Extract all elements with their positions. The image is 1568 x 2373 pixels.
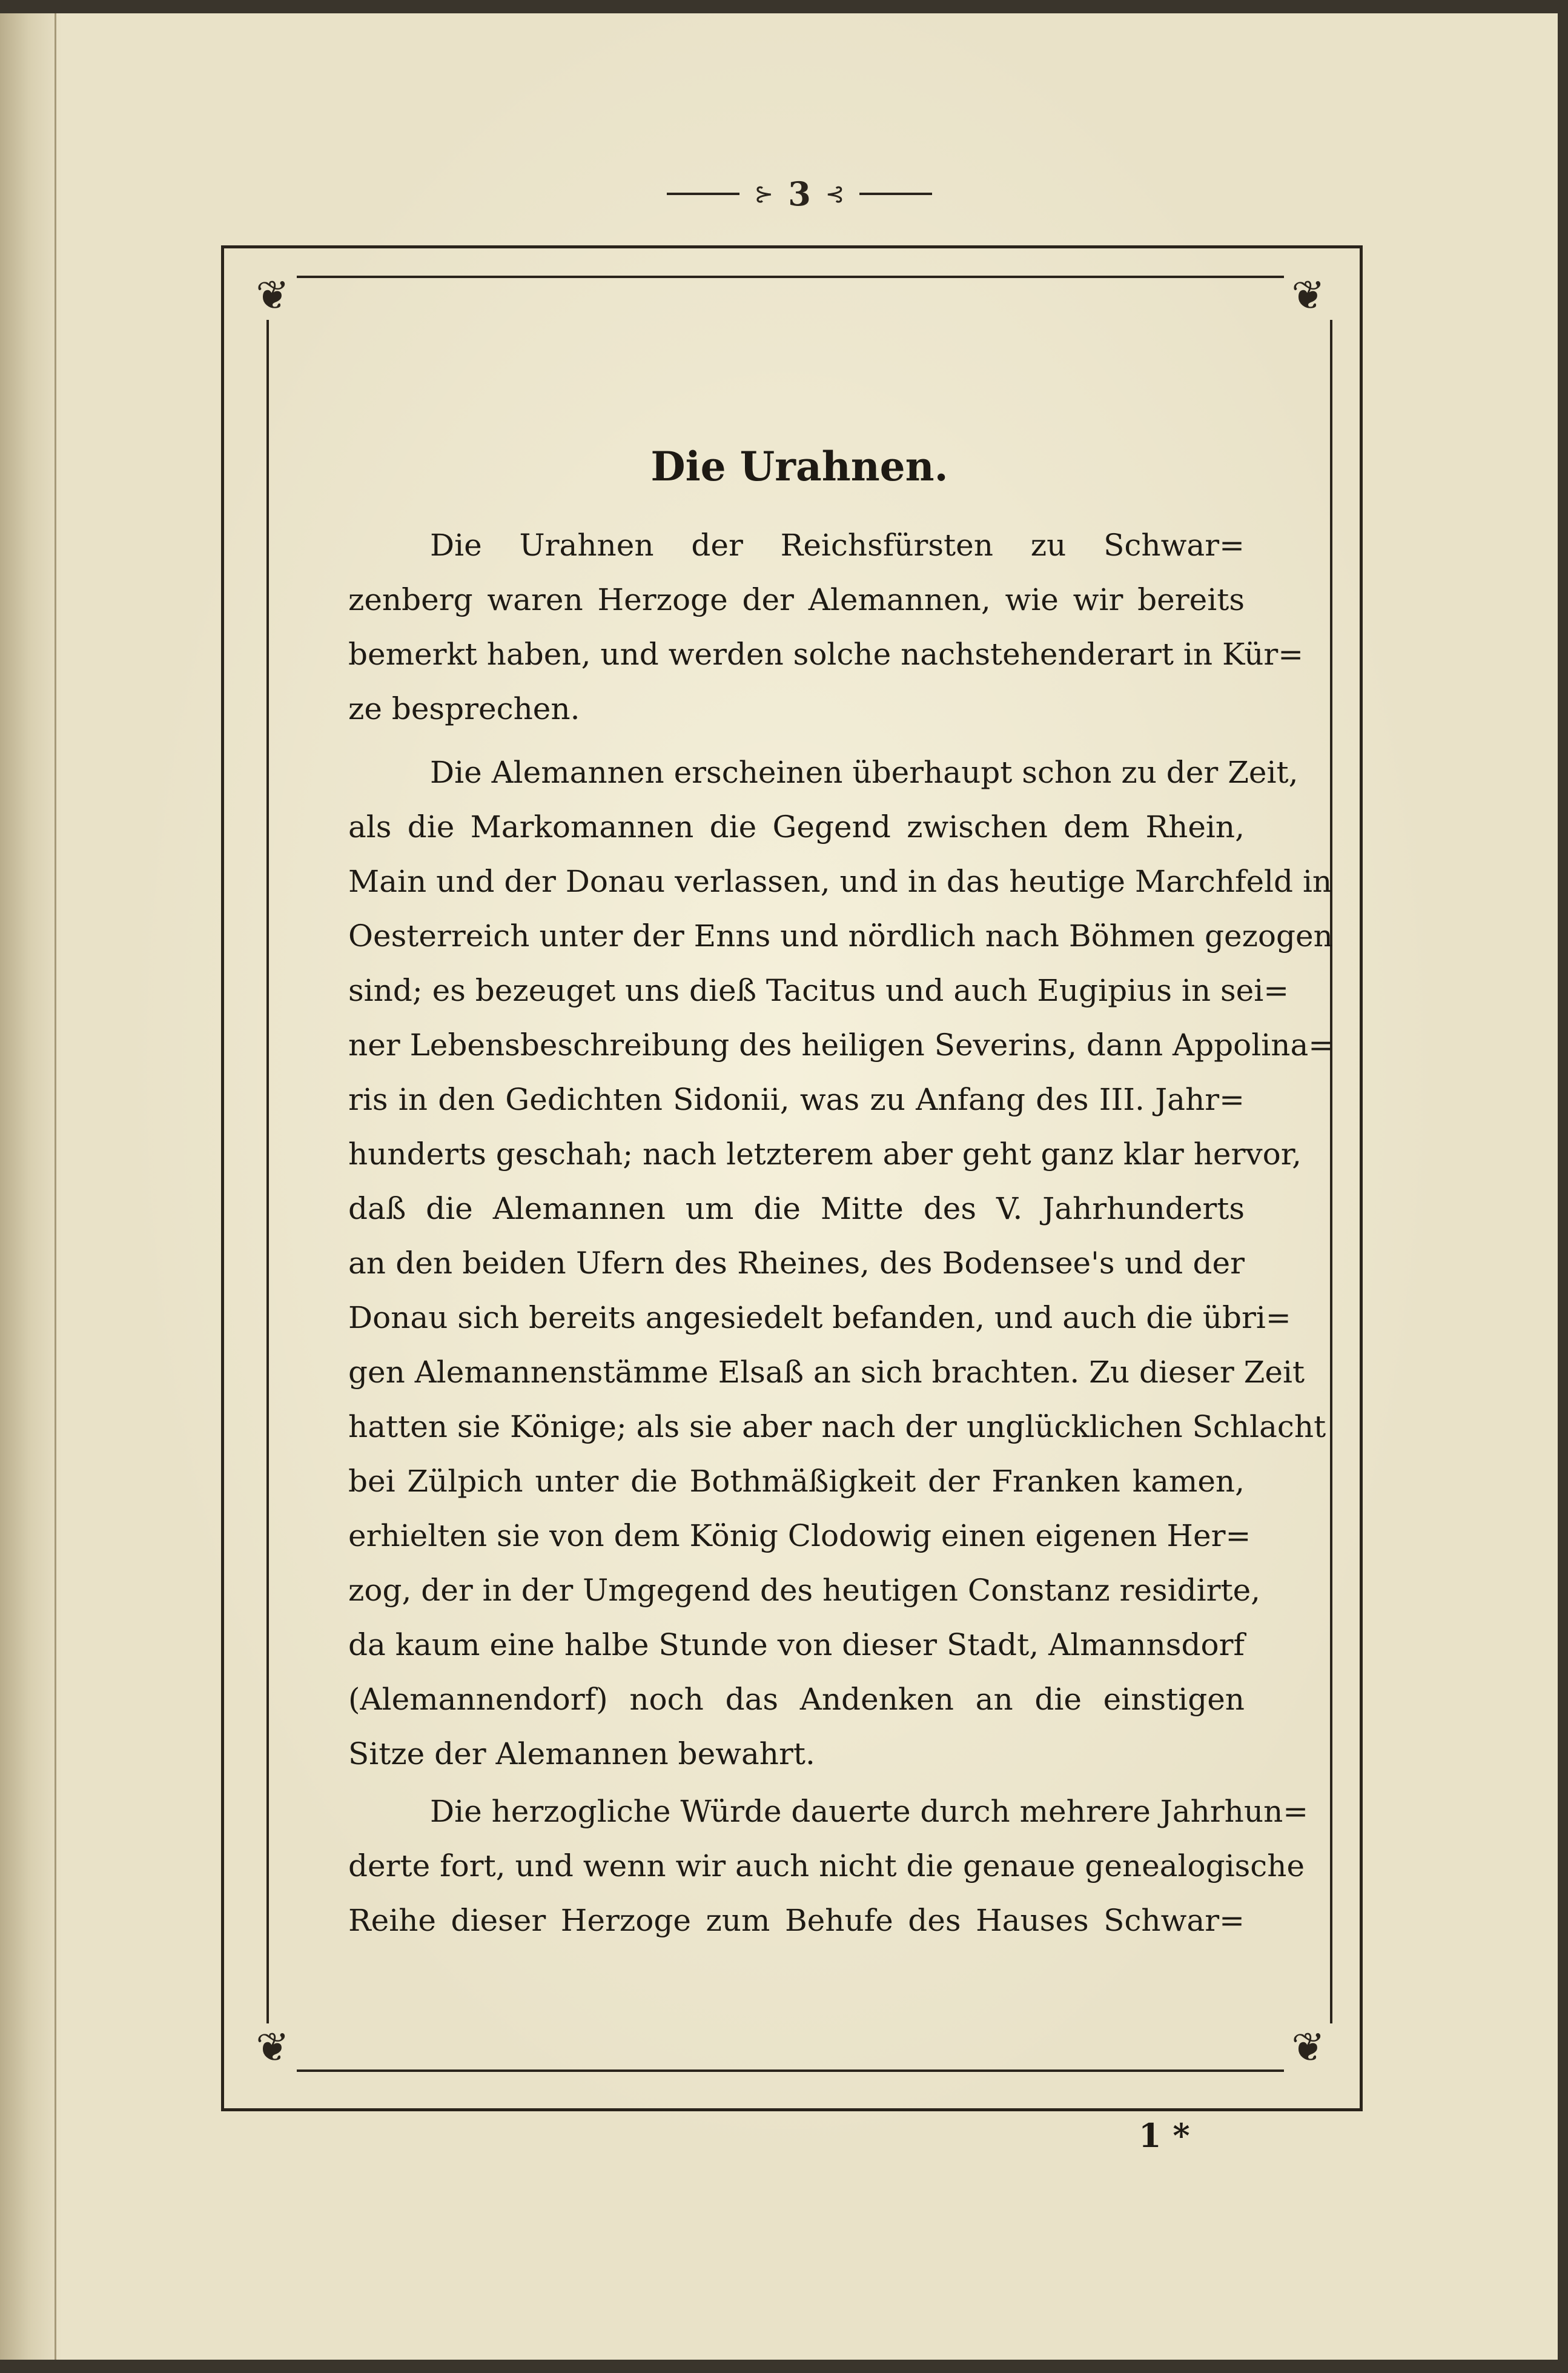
- text-line: Reihe dieser Herzoge zum Behufe des Hauses Schwar=: [348, 1903, 1245, 1938]
- header-rule-left: [667, 193, 739, 195]
- text-line: Sitze der Alemannen bewahrt.: [348, 1736, 815, 1771]
- text-line: ze besprechen.: [348, 691, 580, 726]
- text-line: gen Alemannenstämme Elsaß an sich brachten. Zu dieser Zeit: [348, 1355, 1305, 1390]
- text-line: Donau sich bereits angesiedelt befanden, und auch die übri=: [348, 1300, 1291, 1335]
- text-line: Die Urahnen der Reichsfürsten zu Schwar=: [430, 528, 1245, 563]
- chapter-title: Die Urahnen.: [650, 443, 948, 490]
- text-line: als die Markomannen die Gegend zwischen dem Rhein,: [348, 809, 1245, 845]
- corner-ornament-top-left-icon: ❦: [248, 271, 297, 320]
- text-line: an den beiden Ufern des Rheines, des Bodensee's und der: [348, 1246, 1245, 1281]
- text-line: daß die Alemannen um die Mitte des V. Jahrhunderts: [348, 1191, 1245, 1226]
- corner-ornament-bottom-right-icon: ❦: [1284, 2023, 1332, 2072]
- header-ornament-right-icon: ⊰: [825, 181, 845, 207]
- text-line: ner Lebensbeschreibung des heiligen Severins, dann Appolina=: [348, 1027, 1334, 1063]
- text-line: Die Alemannen erscheinen überhaupt schon zu der Zeit,: [430, 755, 1298, 790]
- text-line: Die herzogliche Würde dauerte durch mehrere Jahrhun=: [430, 1794, 1309, 1829]
- text-line: zog, der in der Umgegend des heutigen Constanz residirte,: [348, 1573, 1261, 1608]
- text-line: sind; es bezeuget uns dieß Tacitus und auch Eugipius in sei=: [348, 973, 1289, 1008]
- text-line: bemerkt haben, und werden solche nachstehenderart in Kür=: [348, 637, 1304, 672]
- scan-bottom-edge: [0, 2360, 1568, 2373]
- scan-right-edge: [1558, 0, 1568, 2373]
- header-ornament-left-icon: ⊱: [754, 181, 774, 207]
- binding-strip: [0, 13, 56, 2360]
- page-header: [642, 173, 957, 215]
- signature-mark: 1 *: [1139, 2116, 1190, 2155]
- text-line: hatten sie Könige; als sie aber nach der unglücklichen Schlacht: [348, 1409, 1326, 1444]
- page-number: 3: [788, 174, 811, 213]
- header-rule-right: [859, 193, 932, 195]
- text-line: ris in den Gedichten Sidonii, was zu Anfang des III. Jahr=: [348, 1082, 1245, 1117]
- text-line: hunderts geschah; nach letzterem aber geht ganz klar hervor,: [348, 1137, 1302, 1172]
- text-line: erhielten sie von dem König Clodowig einen eigenen Her=: [348, 1518, 1251, 1553]
- text-line: derte fort, und wenn wir auch nicht die genaue genealogische: [348, 1848, 1305, 1883]
- text-line: Oesterreich unter der Enns und nördlich nach Böhmen gezogen: [348, 918, 1333, 954]
- text-line: bei Zülpich unter die Bothmäßigkeit der Franken kamen,: [348, 1464, 1245, 1499]
- text-line: (Alemannendorf) noch das Andenken an die einstigen: [348, 1682, 1245, 1717]
- text-line: Main und der Donau verlassen, und in das heutige Marchfeld in: [348, 864, 1332, 899]
- corner-ornament-top-right-icon: ❦: [1284, 271, 1332, 320]
- corner-ornament-bottom-left-icon: ❦: [248, 2023, 297, 2072]
- text-line: da kaum eine halbe Stunde von dieser Stadt, Almannsdorf: [348, 1627, 1245, 1662]
- text-line: zenberg waren Herzoge der Alemannen, wie wir bereits: [348, 582, 1245, 617]
- scan-top-edge: [0, 0, 1568, 13]
